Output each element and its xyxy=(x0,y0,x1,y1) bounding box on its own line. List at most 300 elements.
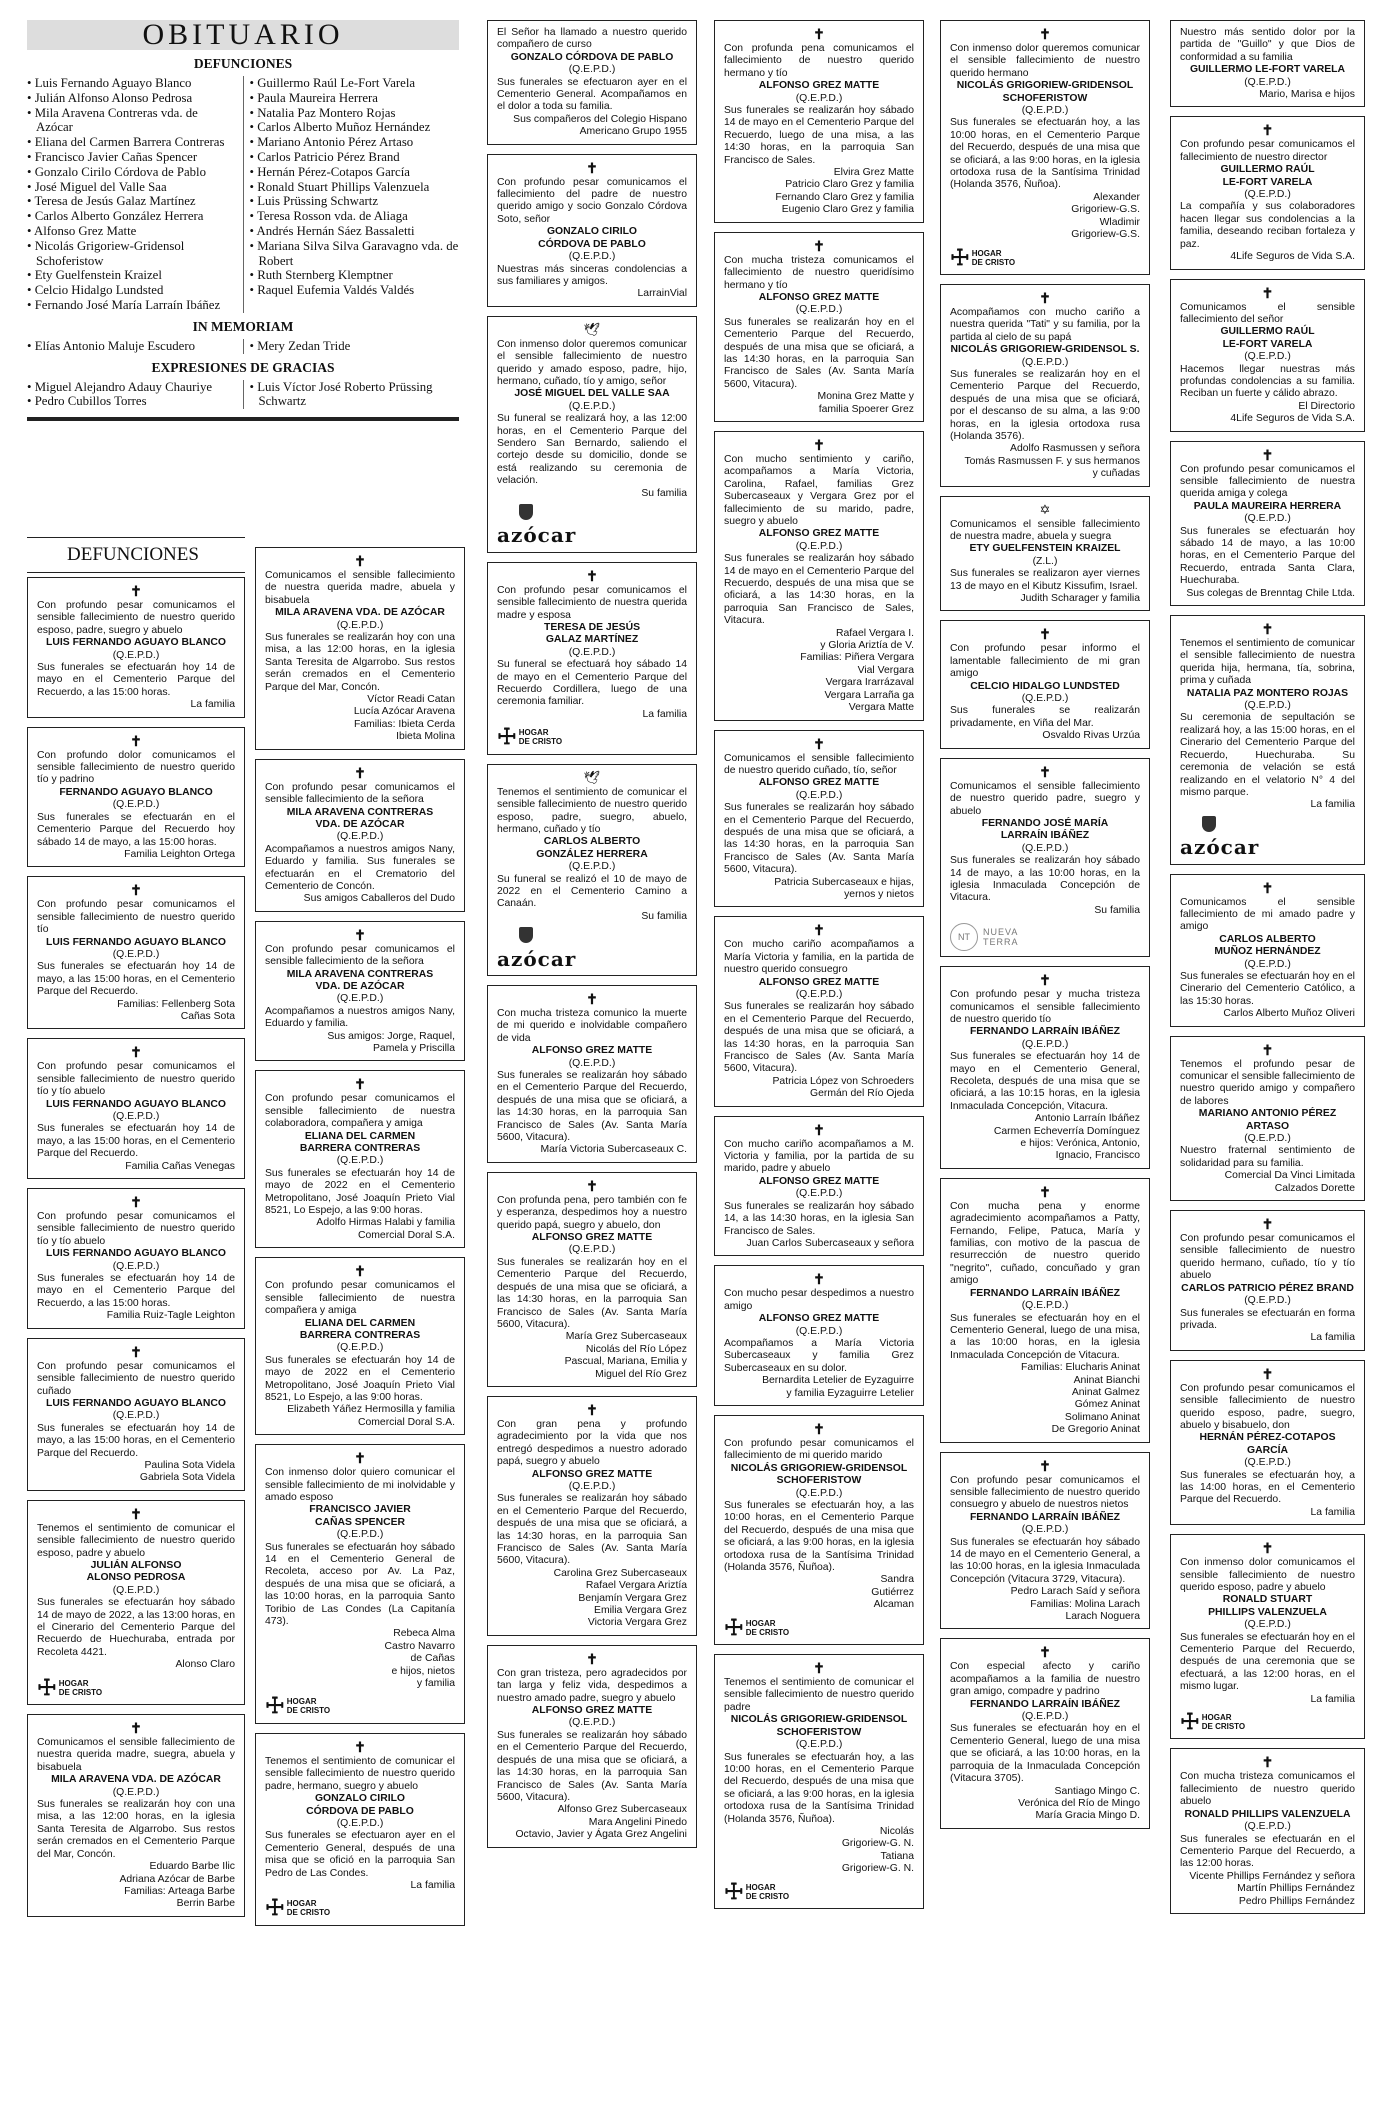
notice-text: Sus funerales se efectuarán hoy, a las 14:00 horas, en el Cementerio Parque del Recuerdo. xyxy=(1180,1469,1355,1506)
obituary-notice xyxy=(27,577,245,718)
notice-text: Tenemos el sentimiento de comunicar el sensible fallecimiento de nuestra querida hija, hermana, tía, sobrina, prima y cuñada xyxy=(1180,638,1355,687)
deceased-name: ALFONSO GREZ MATTE xyxy=(758,80,880,92)
hogar-de-cristo-text xyxy=(1202,1713,1245,1731)
notice-text: Con gran pena y profundo agradecimiento por la vida que nos entregó despedimos a nuestro adorado papá, suegro y abuelo xyxy=(497,1418,687,1468)
signature: La familia xyxy=(642,708,687,720)
qepd-label: (Q.E.P.D.) xyxy=(1021,1524,1069,1536)
deceased-name: ALFONSO GREZ MATTE xyxy=(758,976,880,988)
index-name: • Elías Antonio Maluje Escudero xyxy=(27,339,237,354)
obituary-notice xyxy=(714,916,924,1106)
deceased-name: ALFONSO GREZ MATTE xyxy=(758,777,880,789)
column-2 xyxy=(255,547,465,1935)
signature: Grigoriew-G. N. xyxy=(841,1863,914,1875)
deceased-name: CÓRDOVA DE PABLO xyxy=(306,1805,414,1817)
obituary-notice xyxy=(714,232,924,422)
index-name: • Hernán Pérez-Cotapos García xyxy=(250,165,460,180)
notice-text: Sus funerales se efectuarán hoy 14 de mayo en el Cementerio Parque del Recuerdo, a las 15:00 horas. xyxy=(37,662,235,698)
cross-icon: ✝ xyxy=(354,1076,366,1093)
notice-text: Sus funerales se realizarán hoy en el Cementerio Parque del Recuerdo, después de una misa que se oficiará, por el descanso de su alma, a las 9:00 horas, en la iglesia ortodoxa rusa (Holanda 3576). xyxy=(950,368,1140,442)
obituary-notice xyxy=(940,758,1150,957)
deceased-name: CELCIO HIDALGO LUNDSTED xyxy=(970,680,1120,692)
hogar-de-cristo-text xyxy=(287,1697,330,1715)
obituary-notice xyxy=(1170,874,1365,1027)
deceased-name: ETY GUELFENSTEIN KRAIZEL xyxy=(969,543,1121,555)
nueva-terra-text xyxy=(983,927,1019,947)
index-name: • Luis Prüssing Schwartz xyxy=(250,194,460,209)
cross-icon: ✝ xyxy=(813,1271,825,1288)
signature: y Gloria Ariztía de V. xyxy=(820,640,914,652)
obituary-notice xyxy=(27,1188,245,1329)
signature: Pedro Larach Saíd y señora xyxy=(1010,1586,1140,1598)
signature: Alonso Claro xyxy=(175,1659,235,1671)
cross-icon: ✝ xyxy=(586,1650,598,1667)
notice-text: Con mucho sentimiento y cariño, acompañamos a María Victoria, Carolina, Rafael, familias Grez Subercaseaux y Vergara Grez por el fallecimiento de su marido, padre, suegro y abuelo xyxy=(724,453,914,527)
deceased-name: GALAZ MARTÍNEZ xyxy=(545,634,639,646)
signature: Grigoriew-G.S. xyxy=(1071,204,1140,216)
obituary-notice xyxy=(940,1638,1150,1828)
signature: Pascual, Mariana, Emilia y xyxy=(564,1356,687,1368)
obituary-notice xyxy=(940,496,1150,612)
cross-icon: ✝ xyxy=(586,990,598,1007)
notice-text: Con especial afecto y cariño acompañamos a la familia de nuestro gran amigo, compadre y padrino xyxy=(950,1661,1140,1698)
signature: Familias: Piñera Vergara xyxy=(800,652,914,664)
obituary-notice xyxy=(714,431,924,721)
signature: Santiago Mingo C. xyxy=(1054,1785,1140,1797)
hogar-de-cristo-logo xyxy=(497,724,563,750)
azocar-wordmark: azócar xyxy=(497,946,577,971)
qepd-label: (Q.E.P.D.) xyxy=(568,1057,616,1069)
notice-text: Sus funerales se efectuarán hoy 14 de mayo, a las 15:00 horas, en el Cementerio Parque del Recuerdo. xyxy=(37,1422,235,1459)
obituary-notice xyxy=(255,1733,465,1926)
qepd-label: (Q.E.P.D.) xyxy=(1244,351,1291,363)
notice-text: Con profunda pena, pero también con fe y esperanza, despedimos hoy a nuestro querido papá, suegro y abuelo, don xyxy=(497,1194,687,1231)
index-name: • Raquel Eufemia Valdés Valdés xyxy=(250,283,460,298)
notice-text: Con profundo pesar comunicamos el sensible fallecimiento de nuestro querido consuegro y abuelo de nuestros nietos xyxy=(950,1474,1140,1511)
notice-text: Con profundo pesar informo el lamentable fallecimiento de mi gran amigo xyxy=(950,643,1140,680)
signature: Lucía Azócar Aravena xyxy=(353,706,455,718)
signature: e hijos, nietos xyxy=(391,1665,455,1677)
cross-icon: ✝ xyxy=(813,1420,825,1437)
cross-icon: ✝ xyxy=(354,1263,366,1280)
signature: Familia Leighton Ortega xyxy=(124,848,235,860)
signature: Grigoriew-G.S. xyxy=(1071,229,1140,241)
signature: Larach Noguera xyxy=(1065,1611,1140,1623)
logo-text-line: DE CRISTO xyxy=(286,1706,331,1716)
index-list-left xyxy=(27,76,237,313)
signature: Alcaman xyxy=(873,1599,914,1611)
column-5 xyxy=(940,20,1150,1838)
obituary-notice xyxy=(940,620,1150,748)
notice-text: Sus funerales se realizarán hoy sábado 14 de mayo, a las 10:00 horas, en la iglesia Inmaculada Concepción de Vitacura. xyxy=(950,855,1140,904)
notice-text: Sus funerales se realizarán hoy sábado 14 de mayo en el Cementerio Parque del Recuerdo, luego de una misa, a las 14:30 horas, en la parroquia San Francisco de Sales. xyxy=(724,105,914,166)
cross-icon: ✝ xyxy=(130,583,142,599)
signature: Carlos Alberto Muñoz Oliveri xyxy=(1223,1008,1355,1020)
cross-icon: ✝ xyxy=(813,436,825,453)
obituary-notice xyxy=(1170,1360,1365,1525)
cross-icon: ✝ xyxy=(354,764,366,781)
qepd-label: (Q.E.P.D.) xyxy=(112,799,160,811)
signature: Aninat Bianchi xyxy=(1073,1374,1140,1386)
notice-text: Con mucha tristeza comunicamos el fallecimiento de nuestro querido abuelo xyxy=(1180,1771,1355,1808)
notice-text: Sus funerales se efectuarán hoy 14 de mayo de 2022 en el Cementerio Metropolitano, José Joaquín Prieto Vial 8521, Lo Espejo, a las 9:00 horas. xyxy=(265,1167,455,1217)
deceased-name: FERNANDO LARRAÍN IBÁÑEZ xyxy=(969,1511,1121,1523)
hogar-de-cristo-icon: ☩ xyxy=(265,1895,283,1921)
notice-text: Sus funerales se efectuarán hoy sábado 14 de mayo, a las 10:00 horas, en el Cementerio Parque del Recuerdo, entrada Santa Clara, Huechuraba. xyxy=(1180,525,1355,587)
cross-icon: ✝ xyxy=(1039,1183,1051,1200)
notice-text: Su funeral se realizará hoy, a las 12:00 horas, en el Cementerio Parque del Sendero San Bernardo, saliendo el cortejo desde su domicilio, donde se está realizando su ceremonia de velación. xyxy=(497,413,687,487)
index-name: • Ronald Stuart Phillips Valenzuela xyxy=(250,180,460,195)
index-name: • Mila Aravena Contreras vda. de Azócar xyxy=(27,106,237,136)
qepd-label: (Q.E.P.D.) xyxy=(336,1342,384,1354)
deceased-name: GONZALO CÓRDOVA DE PABLO xyxy=(510,51,674,63)
cross-icon: ✝ xyxy=(354,1450,366,1467)
signature: Germán del Río Ojeda xyxy=(810,1088,914,1100)
signature: La familia xyxy=(1310,1506,1355,1518)
notice-text: Comunicamos el sensible fallecimiento del señor xyxy=(1180,301,1355,325)
notice-text: Acompañamos a nuestros amigos Nany, Eduardo y familia. Sus funerales se efectuarán en el Crematorio del Cementerio de Concón. xyxy=(265,843,455,892)
qepd-label: (Q.E.P.D.) xyxy=(568,646,616,658)
signature: Martín Phillips Fernández xyxy=(1237,1883,1355,1895)
qepd-label: (Q.E.P.D.) xyxy=(112,1786,160,1798)
notice-text: Con inmenso dolor queremos comunicar el sensible fallecimiento de nuestro querido y amado esposo, padre, hijo, hermano, cuñado, tío y amigo, señor xyxy=(497,338,687,387)
qepd-label: (Q.E.P.D.) xyxy=(795,1188,843,1200)
qepd-label: (Q.E.P.D.) xyxy=(568,400,616,412)
signature: De Gregorio Aninat xyxy=(1051,1424,1140,1436)
qepd-label: (Q.E.P.D.) xyxy=(1244,1295,1291,1307)
notice-text: Con profundo pesar comunicamos el sensible fallecimiento de nuestro querido esposo, padre, suegro y abuelo xyxy=(37,600,235,636)
signature: La familia xyxy=(1310,799,1355,811)
signature: Gutiérrez xyxy=(871,1586,914,1598)
deceased-name: RONALD STUART xyxy=(1222,1594,1313,1606)
hogar-de-cristo-logo xyxy=(265,1693,331,1719)
notice-text: Sus funerales se efectuarán hoy, a las 10:00 horas, en el Cementerio Parque del Recuerdo, después de una misa que se oficiará, a las 9:00 horas, en la iglesia ortodoxa rusa de la Santísima Trinidad (Holanda 3576, Ñuñoa). xyxy=(950,117,1140,191)
signature: Eduardo Barbe Ilic xyxy=(149,1861,235,1873)
signature: Benjamín Vergara Grez xyxy=(578,1592,687,1604)
cross-icon: ✝ xyxy=(1039,763,1051,780)
hogar-de-cristo-icon: ☩ xyxy=(37,1674,55,1700)
signature: de Cañas xyxy=(410,1653,455,1665)
notice-text: Comunicamos el sensible fallecimiento de nuestra madre, abuela y suegra xyxy=(950,518,1140,542)
signature: Vergara Irarrázaval xyxy=(825,677,914,689)
notice-text: La compañía y sus colaboradores hacen llegar sus condolencias a la familia, deseando reciban fortaleza y paz. xyxy=(1180,201,1355,250)
dove-icon: 🕊 xyxy=(583,769,601,785)
qepd-label: (Q.E.P.D.) xyxy=(1244,1821,1291,1833)
signature: Pamela y Priscilla xyxy=(373,1043,455,1054)
signature: Su familia xyxy=(1094,904,1140,916)
qepd-label: (Q.E.P.D.) xyxy=(1244,1133,1291,1145)
deceased-name: FERNANDO LARRAÍN IBÁÑEZ xyxy=(969,1287,1121,1299)
obituary-notice xyxy=(714,20,924,223)
qepd-label: (Q.E.P.D.) xyxy=(1021,1711,1069,1723)
notice-text: Con profundo pesar comunicamos el sensible fallecimiento de nuestro querido esposo, padre, suegro, abuelo y bisabuelo, don xyxy=(1180,1382,1355,1431)
signature: y cuñadas xyxy=(1092,468,1140,480)
logo-text-line: DE CRISTO xyxy=(286,1908,331,1918)
qepd-label: (Q.E.P.D.) xyxy=(336,1155,384,1167)
cross-icon: ✝ xyxy=(813,1121,825,1138)
index-name: • Mariana Silva Silva Garavagno vda. de Robert xyxy=(250,239,460,269)
cross-icon: ✝ xyxy=(1039,26,1051,42)
signature: Familias: Fellenberg Sota xyxy=(117,998,235,1010)
index-name: • Francisco Javier Cañas Spencer xyxy=(27,150,237,165)
azocar-logo xyxy=(497,504,687,547)
notice-text: Sus funerales se realizarán privadamente, en Viña del Mar. xyxy=(950,705,1140,729)
deceased-name: FRANCISCO JAVIER xyxy=(309,1504,411,1516)
deceased-name: FERNANDO AGUAYO BLANCO xyxy=(59,786,213,798)
azocar-logo xyxy=(1180,816,1355,859)
cross-icon: ✝ xyxy=(813,922,825,939)
qepd-label: (Q.E.P.D.) xyxy=(568,1717,616,1729)
deceased-name: ELIANA DEL CARMEN xyxy=(304,1130,416,1142)
index-defunciones-list xyxy=(27,76,459,313)
deceased-name: NICOLÁS GRIGORIEW-GRIDENSOL xyxy=(956,80,1134,92)
obituary-notice xyxy=(487,316,697,553)
cross-icon: ✝ xyxy=(130,732,142,749)
signature: María Gracia Mingo D. xyxy=(1035,1810,1140,1822)
cross-icon: ✝ xyxy=(1261,621,1274,638)
signature: Comercial Da Vinci Limitada xyxy=(1224,1170,1355,1182)
deceased-name: NICOLÁS GRIGORIEW-GRIDENSOL xyxy=(730,1462,908,1474)
hogar-de-cristo-text xyxy=(287,1899,330,1917)
qepd-label: (Q.E.P.D.) xyxy=(568,1480,616,1492)
deceased-name: LUIS FERNANDO AGUAYO BLANCO xyxy=(46,1397,226,1409)
signature: Mara Angelini Pinedo xyxy=(588,1816,687,1828)
qepd-label: (Q.E.P.D.) xyxy=(795,989,843,1000)
notice-text: Sus funerales se efectuarán hoy, a las 10:00 horas, en el Cementerio Parque del Recuerdo, después de una misa que se oficiará, a las 9:00 horas, en la iglesia ortodoxa rusa de la Santísima Trinidad (Holanda 3576, Ñuñoa). xyxy=(724,1751,914,1825)
qepd-label: (Z.L.) xyxy=(1032,555,1058,567)
cross-icon: ✝ xyxy=(354,553,366,569)
obituary-notice xyxy=(714,1654,924,1909)
signature: Aninat Galmez xyxy=(1071,1386,1140,1398)
notice-text: Tenemos el sentimiento de comunicar el sensible fallecimiento de nuestro querido padre, hermano, suegro y abuelo xyxy=(265,1755,455,1792)
signature: Elizabeth Yáñez Hermosilla y familia xyxy=(287,1404,455,1416)
signature: Judith Scharager y familia xyxy=(1020,593,1140,605)
deceased-name: GONZALO CIRILO xyxy=(546,226,638,238)
logo-text-line: HOGAR xyxy=(1201,1713,1232,1723)
qepd-label: (Q.E.P.D.) xyxy=(795,789,843,801)
qepd-label: (Q.E.P.D.) xyxy=(1244,513,1291,525)
notice-text: Con profundo pesar comunicamos el sensible fallecimiento de nuestro querido tío y tío abuelo xyxy=(37,1061,235,1098)
logo-text-line: HOGAR xyxy=(745,1882,776,1892)
signature: Fernando Claro Grez y familia xyxy=(775,191,914,203)
logo-text-line: DE CRISTO xyxy=(1201,1722,1246,1732)
qepd-label: (Q.E.P.D.) xyxy=(795,304,843,316)
notice-text: Sus funerales se efectuarán hoy sábado 14 en el Cementerio General de Recoleta, acceso por Av. La Paz, después de una misa que se oficiará, a las 10:00 horas, en la parroquia Santo Toribio de Las Condes (La Capitanía 473). xyxy=(265,1541,455,1628)
index-list-left xyxy=(27,380,237,410)
signature: Ibieta Molina xyxy=(396,731,455,743)
index-heading-memoriam: IN MEMORIAM xyxy=(192,318,294,334)
cross-icon: ✝ xyxy=(130,1720,142,1737)
signature: Familia Ruiz-Tagle Leighton xyxy=(106,1310,235,1322)
qepd-label: (Q.E.P.D.) xyxy=(1021,1300,1069,1312)
hogar-de-cristo-icon: ☩ xyxy=(1180,1709,1198,1735)
hogar-de-cristo-logo xyxy=(724,1878,790,1904)
qepd-label: (Q.E.P.D.) xyxy=(112,1410,160,1422)
signature: La familia xyxy=(1310,1693,1355,1705)
deceased-name: ALONSO PEDROSA xyxy=(86,1572,186,1584)
qepd-label: (Q.E.P.D.) xyxy=(568,861,616,873)
qepd-label: (Q.E.P.D.) xyxy=(1021,693,1069,705)
deceased-name: SCHOFERISTOW xyxy=(776,1475,862,1487)
notice-text: Con mucha tristeza comunicamos el fallecimiento de nuestro queridísimo hermano y tío xyxy=(724,254,914,291)
notice-text: Sus funerales se realizarán hoy en el Cementerio Parque del Recuerdo, después de una misa que se oficiará, a las 14:30 horas, en la parroquia San Francisco de Sales (Av. Santa María 5600, Vitacura). xyxy=(724,316,914,390)
deceased-name: GONZALO CIRILO xyxy=(314,1793,406,1805)
notice-text: Acompañamos a María Victoria Subercaseaux y familia Grez Subercaseaux en su dolor. xyxy=(724,1337,914,1374)
deceased-name: MARIANO ANTONIO PÉREZ ARTASO xyxy=(1198,1108,1337,1132)
qepd-label: (Q.E.P.D.) xyxy=(795,1325,843,1337)
signature: 4Life Seguros de Vida S.A. xyxy=(1230,251,1355,263)
signature: Vial Vergara xyxy=(857,664,914,676)
index-name: • Paula Maureira Herrera xyxy=(250,91,460,106)
hogar-de-cristo-icon: ☩ xyxy=(950,244,968,270)
deceased-name: GONZÁLEZ HERRERA xyxy=(536,848,648,860)
cross-icon: ✝ xyxy=(586,567,598,584)
notice-text: Con profundo pesar comunicamos el sensible fallecimiento de la señora xyxy=(265,781,455,806)
obituary-notice xyxy=(1170,1210,1365,1351)
signature: La familia xyxy=(410,1879,455,1891)
notice-text: Sus funerales se efectuarán hoy en el Cementerio General, luego de una misa que se oficiará, a las 10:00 horas, en la parroquia de la Inmaculada Concepción (Vitacura 3705). xyxy=(950,1723,1140,1785)
notice-text: Sus funerales se efectuaron ayer en el Cementerio General. Acompañamos en el dolor a toda su familia. xyxy=(497,76,687,113)
cross-icon: ✝ xyxy=(1261,1365,1274,1382)
qepd-label: (Q.E.P.D.) xyxy=(336,619,384,631)
qepd-label: (Q.E.P.D.) xyxy=(795,1487,843,1499)
deceased-name: NATALIA PAZ MONTERO ROJAS xyxy=(1186,687,1349,699)
cross-icon: ✝ xyxy=(586,159,598,176)
obituary-notice xyxy=(27,1038,245,1179)
index-name: • Fernando José María Larraín Ibáñez xyxy=(27,298,237,313)
notice-text: Sus funerales se realizarán hoy con una misa, a las 12:00 horas, en la iglesia Santa Teresita de Algarrobo. Sus restos serán cremados en el Cementerio Parque del Mar, Concón. xyxy=(37,1799,235,1860)
obituary-notice xyxy=(487,1396,697,1636)
obituary-notice xyxy=(940,284,1150,487)
signature: Nicolás del Río López xyxy=(585,1343,687,1355)
cross-icon: ✝ xyxy=(1039,1457,1051,1474)
signature: Monina Grez Matte y xyxy=(817,391,914,403)
hogar-de-cristo-icon: ☩ xyxy=(497,724,515,750)
notice-text: Sus funerales se realizarán hoy sábado 14 de mayo en el Cementerio Parque del Recuerdo, después de una misa que se oficiará, a las 14:30 horas, en la parroquia San Francisco de Sales, Vitacura. xyxy=(724,553,914,627)
index-name: • José Miguel del Valle Saa xyxy=(27,180,237,195)
obituary-notice xyxy=(487,20,697,145)
deceased-name: LUIS FERNANDO AGUAYO BLANCO xyxy=(46,637,226,649)
notice-text: Con mucho pesar despedimos a nuestro amigo xyxy=(724,1288,914,1312)
deceased-name: ELIANA DEL CARMEN xyxy=(304,1317,416,1329)
index-list-right xyxy=(243,339,460,354)
qepd-label: (Q.E.P.D.) xyxy=(112,1584,160,1596)
qepd-label: (Q.E.P.D.) xyxy=(1021,842,1069,854)
deceased-name: PAULA MAUREIRA HERRERA xyxy=(1193,500,1342,512)
notice-text: Sus funerales se efectuarán en forma privada. xyxy=(1180,1307,1355,1331)
cross-icon: ✝ xyxy=(813,1660,825,1677)
signature: Pedro Phillips Fernández xyxy=(1238,1895,1355,1907)
cross-icon: ✝ xyxy=(1261,284,1274,301)
signature: Vergara Larraña ga xyxy=(824,689,914,701)
hogar-de-cristo-text xyxy=(746,1619,789,1637)
deceased-name: LUIS FERNANDO AGUAYO BLANCO xyxy=(46,936,226,948)
notice-text: Con inmenso dolor comunicamos el sensible fallecimiento de nuestro querido esposo, padre y abuelo xyxy=(1180,1557,1355,1593)
index-gracias-list xyxy=(27,380,459,410)
cross-icon: ✝ xyxy=(130,1194,142,1211)
column-4 xyxy=(714,20,924,1918)
signature: Tatiana xyxy=(880,1850,914,1862)
logo-text-line: HOGAR xyxy=(745,1618,776,1628)
signature: Familias: Ibieta Cerda xyxy=(353,718,455,730)
deceased-name: ALFONSO GREZ MATTE xyxy=(758,528,880,540)
logo-text-line: HOGAR xyxy=(518,728,549,738)
deceased-name: MILA ARAVENA VDA. DE AZÓCAR xyxy=(51,1774,221,1786)
qepd-label: (Q.E.P.D.) xyxy=(568,64,616,76)
signature: Adolfo Hirmas Halabi y familia xyxy=(316,1217,455,1229)
notice-text: Sus funerales se efectuarán hoy, a las 10:00 horas, en el Cementerio Parque del Recuerdo, después de una misa que se oficiará, a las 9:00 horas, en la iglesia ortodoxa rusa de la Santísima Trinidad (Holanda 3576, Ñuñoa). xyxy=(724,1500,914,1574)
signature: Sus amigos: Jorge, Raquel, xyxy=(327,1030,455,1042)
signature: Verónica del Río de Mingo xyxy=(1018,1797,1140,1809)
obituary-notice xyxy=(1170,1748,1365,1913)
obituary-notice xyxy=(255,1257,465,1435)
index-name: • Miguel Alejandro Adauy Chauriye xyxy=(27,380,237,395)
logo-text-line: DE CRISTO xyxy=(58,1687,103,1697)
deceased-name: NICOLÁS GRIGORIEW-GRIDENSOL S. xyxy=(950,344,1140,356)
notice-text: Sus funerales se efectuarán hoy en el Cementerio General, luego de una misa, a las 10:00 horas, en la iglesia Inmaculada Concepción de Vitacura. xyxy=(950,1312,1140,1361)
notice-text: Con profundo pesar comunicamos el fallecimiento de mi querido marido xyxy=(724,1437,914,1462)
signature: Ignacio, Francisco xyxy=(1055,1150,1140,1162)
notice-text: Sus funerales se efectuaron ayer en el Cementerio General, después de una misa que se ofició en la parroquia San Pedro de Las Condes. xyxy=(265,1830,455,1879)
signature: Su familia xyxy=(641,910,687,922)
notice-text: Sus funerales se realizarán hoy con una misa, a las 12:00 horas, en la iglesia Santa Teresita de Algarrobo. Sus restos serán cremados en el Cementerio Parque del Mar, Concón. xyxy=(265,632,455,693)
index-list-right xyxy=(243,380,460,410)
notice-text: Sus funerales se efectuarán hoy 14 de mayo en el Cementerio Parque del Recuerdo, a las 15:00 horas. xyxy=(37,1273,235,1309)
logo-text-line: HOGAR xyxy=(58,1678,89,1688)
deceased-name: ALFONSO GREZ MATTE xyxy=(531,1705,653,1717)
cross-icon: ✝ xyxy=(586,1401,598,1418)
hogar-de-cristo-text xyxy=(519,728,562,746)
index-name: • Guillermo Raúl Le-Fort Varela xyxy=(250,76,460,91)
obituary-notice xyxy=(27,727,245,868)
deceased-name: PHILLIPS VALENZUELA xyxy=(1208,1606,1327,1618)
cross-icon: ✝ xyxy=(354,1738,366,1755)
cross-icon: ✝ xyxy=(1261,1041,1274,1058)
signature: El Directorio xyxy=(1298,400,1355,412)
deceased-name: ALFONSO GREZ MATTE xyxy=(531,1468,653,1480)
logo-text-line: HOGAR xyxy=(971,248,1002,258)
obituary-notice xyxy=(714,1116,924,1257)
qepd-label: (Q.E.P.D.) xyxy=(568,251,616,263)
obituary-notice xyxy=(714,1265,924,1406)
deceased-name: ALFONSO GREZ MATTE xyxy=(758,291,880,303)
signature: Víctor Readi Catan xyxy=(367,694,455,706)
index-name: • Ety Guelfenstein Kraizel xyxy=(27,268,237,283)
signature: Rebeca Alma xyxy=(393,1628,455,1640)
signature: Familias: Elucharis Aninat xyxy=(1021,1362,1140,1374)
cross-icon: ✝ xyxy=(1039,1644,1051,1661)
qepd-label: (Q.E.P.D.) xyxy=(568,1244,616,1256)
signature: María Victoria Subercaseaux C. xyxy=(540,1144,687,1156)
page-title: OBITUARIO xyxy=(27,20,459,50)
notice-text: Comunicamos el sensible fallecimiento de nuestro querido padre, suegro y abuelo xyxy=(950,780,1140,817)
signature: Sus compañeros del Colegio Hispano xyxy=(513,113,687,125)
index-name: • Ruth Sternberg Klemptner xyxy=(250,268,460,283)
signature: Patricia López von Schroeders xyxy=(772,1075,914,1087)
column-1 xyxy=(27,577,245,1926)
signature: Gómez Aninat xyxy=(1074,1399,1140,1411)
deceased-name: CARLOS ALBERTO xyxy=(543,836,641,848)
signature: Paulina Sota Videla xyxy=(144,1459,235,1471)
signature: 4Life Seguros de Vida S.A. xyxy=(1230,413,1355,425)
obituary-notice xyxy=(255,921,465,1062)
index-heading-gracias: EXPRESIONES DE GRACIAS xyxy=(151,359,335,375)
signature: y familia Eyzaguirre Letelier xyxy=(786,1387,914,1399)
signature: Eugenio Claro Grez y familia xyxy=(781,204,914,216)
logo-text-line: DE CRISTO xyxy=(518,737,563,747)
obituary-notice xyxy=(940,1178,1150,1443)
shield-icon xyxy=(1202,816,1216,832)
deceased-name: JULIÁN ALFONSO xyxy=(90,1559,182,1571)
